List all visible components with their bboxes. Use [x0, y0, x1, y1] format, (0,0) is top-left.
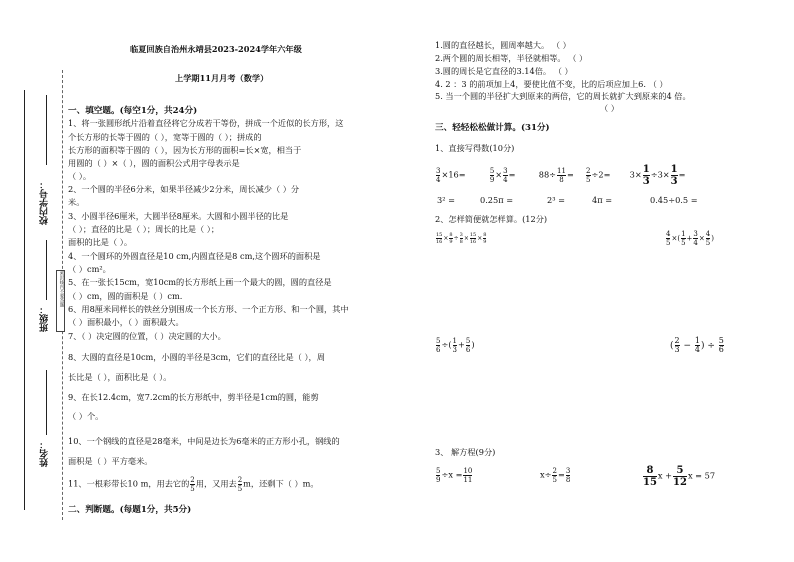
q7: 7、（ ）决定圆的位置，（ ）决定圆的大小。 [68, 331, 226, 341]
section1-heading: 一、填空题。(每空1分，共24分) [68, 106, 198, 116]
q2-line2: 米。 [68, 197, 85, 207]
judge-item-2: 2.两个圆的周长相等，半径就相等。 （ ） [435, 53, 588, 63]
q8-line1: 8、大圆的直径是10cm，小圆的半径是3cm，它们的直径比是（ ），周 [68, 352, 325, 362]
judge-item-1: 1.圆的直径越长，圆周率越大。 （ ） [435, 40, 571, 50]
simplify-expr-2: $\frac{4}{5}$ ×( $\frac{1}{5}$ + $\frac{3}{4}$ × $\frac{4}{5}$ ) [666, 230, 714, 247]
q11-fraction-2: $\frac{2}{5}$ [237, 476, 243, 493]
mental-row1: $\frac{3}{4}$ ×16= $\frac{5}{9}$ × $\frac{3}{4}$ = 88÷ $\frac{11}{8}$ = $\frac{2}{5}$ ÷2= 3× $\frac{1}{3}$ ÷3× $\frac{1}{3}$ = [436, 164, 686, 187]
q10-line2: 面积是（ ）平方毫米。 [68, 456, 153, 466]
q8-line2: 长比是（ ），面积比是（ ）。 [68, 372, 172, 382]
mental-row2-d: 4π = [592, 195, 613, 205]
q2-line1: 2、一个圆的半径6分米，如果半径减少2分米，周长减少（ ）分 [68, 184, 300, 194]
school-id-label: 校内学号： [40, 180, 50, 225]
simplify-expr-1: $\frac{15}{16}$ × $\frac{8}{9}$ ÷ $\frac{3}{8}$ × $\frac{15}{16}$ × $\frac{8}{9}$ [436, 232, 487, 245]
judge-item-5: 5. 当一个圆的半径扩大到原来的两倍，它的周长就扩大到原来的4 倍。 [435, 91, 691, 101]
q4-line1: 4、一个圆环的外圆直径是10 cm,内圆直径是8 cm,这个圆环的面积是 [68, 251, 321, 261]
q3-line1: 3、小圆半径6厘米，大圆半径8厘米。大圆和小圆半径的比是 [68, 211, 289, 221]
calc-sub1: 1、直接写得数(10分) [435, 143, 515, 153]
binding-line-outer [24, 90, 25, 510]
simplify-expr-3: $\frac{5}{6}$ ÷( $\frac{1}{3}$ + $\frac{5}{6}$ ) [436, 337, 475, 354]
calc-sub2: 2、怎样简便就怎样算。(12分) [435, 214, 548, 224]
q10-line1: 10、一个钢线的直径是28毫米，中间是边长为6毫米的正方形小孔，钢线的 [68, 436, 340, 446]
section3-heading: 三、轻轻松松做计算。(31分) [435, 123, 550, 133]
equation-2: x÷ $\frac{2}{5}$ = $\frac{3}{8}$ [540, 467, 571, 484]
mental-row2-e: 0.45÷0.5 = [650, 195, 698, 205]
equation-1: $\frac{5}{9}$ ÷x = $\frac{10}{11}$ [436, 467, 473, 484]
mental-row2-b: 0.25π = [480, 195, 514, 205]
q5-line1: 5、在一张长15cm，宽10cm的长方形纸上画一个最大的圆，圆的直径是 [68, 277, 332, 287]
class-blank [46, 240, 47, 300]
calc-sub3: 3、 解方程(9分) [435, 447, 496, 457]
q3-line3: 面积的比是（ ）。 [68, 237, 133, 247]
q3-line2: （ ）；直径的比是（ ）；周长的比是（ ）； [68, 224, 220, 234]
equation-3: $\frac{8}{15}$ x + $\frac{5}{12}$ x = 57 [643, 465, 716, 488]
name-blank [46, 370, 47, 435]
q11: 11、一根彩带长10 m，用去它的 $\frac{2}{5}$ 用，又用去 $\frac{2}{5}$ m，还剩下（ ）m。 [68, 476, 319, 493]
class-label: 班级： [40, 305, 50, 332]
judge-item-3: 3.圆的周长是它直径的3.14倍。 （ ） [435, 66, 573, 76]
mental-row2-c: 2³ = [547, 195, 565, 205]
seal-warning: 密封线内不要答题 [56, 270, 65, 332]
judge-item-5-blank: （ ） [600, 103, 619, 113]
section2-heading: 二、判断题。(每题1分，共5分) [68, 505, 192, 515]
q9-line2: （ ）个。 [68, 411, 104, 421]
simplify-expr-4: ( $\frac{2}{3}$ − $\frac{1}{4}$ ) ÷ $\frac{5}{6}$ [670, 336, 724, 354]
mental-row2-a: 3² = [437, 195, 455, 205]
q11-fraction-1: $\frac{2}{5}$ [190, 476, 195, 493]
q5-line2: （ ）cm，圆的面积是（ ）cm. [68, 291, 183, 301]
q6-line2: （ ）面积最小，（ ）面积最大。 [68, 317, 184, 327]
q6-line1: 6、用8厘米同样长的铁丝分别围成一个长方形、一个正方形、和一个圆，其中 [68, 304, 349, 314]
q1-line5: （ ）。 [68, 171, 92, 181]
name-label: 姓名： [40, 440, 50, 467]
q1-line4: 用圆的（ ）×（ ），圆的面积公式用字母表示是 [68, 158, 240, 168]
q4-line2: （ ）cm²。 [68, 264, 111, 274]
q1-line3: 长方形的面积等于圆的（ ），因为长方形的面积=长×宽，相当于 [68, 145, 302, 155]
school-id-blank [46, 95, 47, 165]
exam-subtitle: 上学期11月月考（数学） [175, 73, 269, 83]
judge-item-4: 4. 2 ：3 的前项加上4，要使比值不变，比的后项应加上6. （ ） [435, 79, 668, 89]
exam-title: 临夏回族自治州永靖县2023-2024学年六年级 [130, 44, 302, 54]
q1-line2: 个长方形的长等于圆的（ ），宽等于圆的（ ）；拼成的 [68, 132, 262, 142]
q1-line1: 1、将一张圆形纸片沿着直径将它分成若干等份，拼成一个近似的长方形，这 [68, 118, 344, 128]
q9-line1: 9、在长12.4cm，宽7.2cm的长方形纸中，剪半径是1cm的圆，能剪 [68, 392, 319, 402]
